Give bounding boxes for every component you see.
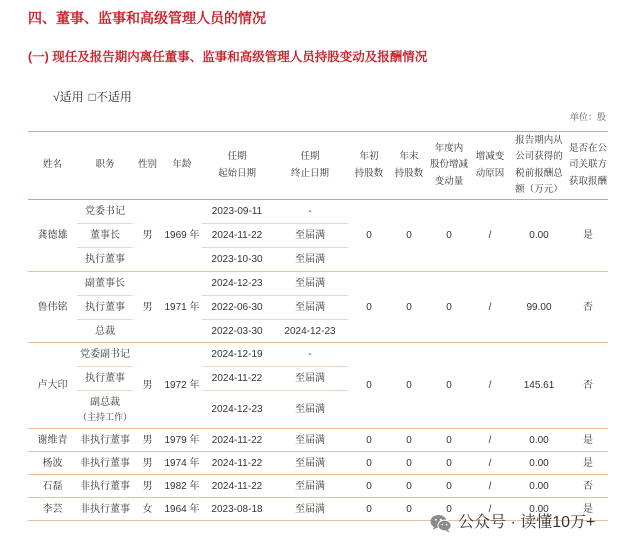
col-header-name: 姓名 (28, 132, 77, 200)
shares-begin: 0 (348, 200, 390, 272)
gender: 男 (133, 429, 162, 452)
position-title: 执行董事 (77, 248, 133, 272)
birth-year: 1979 年 (162, 429, 202, 452)
term-end-date: 至届满 (272, 296, 348, 320)
change-reason: / (470, 343, 510, 429)
term-end-date: 至届满 (272, 498, 348, 521)
pretax-pay: 0.00 (510, 452, 568, 475)
term-start-date: 2023-08-18 (202, 498, 272, 521)
shares-end: 0 (390, 498, 428, 521)
term-end-date: - (272, 200, 348, 224)
shares-change: 0 (428, 498, 470, 521)
term-start-date: 2024-11-22 (202, 367, 272, 391)
term-start-date: 2024-11-22 (202, 452, 272, 475)
col-header-related-party-pay: 是否在公 司关联方 获取报酬 (568, 132, 608, 200)
term-end-date: 至届满 (272, 248, 348, 272)
subsection-title: (一) 现任及报告期内离任董事、监事和高级管理人员持股变动及报酬情况 (28, 50, 428, 64)
birth-year: 1971 年 (162, 272, 202, 343)
shares-change: 0 (428, 429, 470, 452)
related-party-pay: 否 (568, 272, 608, 343)
position-title: 董事长 (77, 224, 133, 248)
position-title: 执行董事 (77, 367, 133, 391)
shares-begin: 0 (348, 429, 390, 452)
table-row (28, 429, 608, 452)
shares-begin: 0 (348, 272, 390, 343)
shares-end: 0 (390, 343, 428, 429)
term-end-date: 至届满 (272, 429, 348, 452)
table-header-row (28, 132, 608, 200)
director-name: 卢大印 (28, 343, 77, 429)
birth-year: 1974 年 (162, 452, 202, 475)
term-end-date: 至届满 (272, 272, 348, 296)
change-reason: / (470, 272, 510, 343)
unit-label: 单位：股 (569, 112, 606, 122)
term-end-date: 2024-12-23 (272, 320, 348, 343)
gender: 男 (133, 200, 162, 272)
term-start-date: 2024-12-23 (202, 272, 272, 296)
shares-change: 0 (428, 475, 470, 498)
position-title: 非执行董事 (77, 498, 133, 521)
col-header-gender: 性别 (133, 132, 162, 200)
shares-end: 0 (390, 272, 428, 343)
position-title: 总裁 (77, 320, 133, 343)
term-end-date: 至届满 (272, 224, 348, 248)
director-name: 谢维青 (28, 429, 77, 452)
col-header-shares-end: 年末 持股数 (390, 132, 428, 200)
related-party-pay: 否 (568, 475, 608, 498)
position-title: 党委副书记 (77, 343, 133, 367)
position-title-note: （主持工作） (77, 411, 132, 422)
position-title: 非执行董事 (77, 429, 133, 452)
shares-end: 0 (390, 429, 428, 452)
position-title: 党委书记 (77, 200, 133, 224)
position-title: 非执行董事 (77, 452, 133, 475)
position-title-text: 副总裁 (90, 396, 120, 408)
col-header-term-start: 任期 起始日期 (202, 132, 272, 200)
term-end-date: 至届满 (272, 475, 348, 498)
col-header-change-reason: 增减变 动原因 (470, 132, 510, 200)
pretax-pay: 0.00 (510, 475, 568, 498)
shares-change: 0 (428, 452, 470, 475)
col-header-age: 年龄 (162, 132, 202, 200)
shares-change: 0 (428, 272, 470, 343)
shares-begin: 0 (348, 498, 390, 521)
term-end-date: 至届满 (272, 367, 348, 391)
shares-end: 0 (390, 200, 428, 272)
position-title: 副董事长 (77, 272, 133, 296)
director-name: 龚德雄 (28, 200, 77, 272)
related-party-pay: 是 (568, 429, 608, 452)
term-start-date: 2023-09-11 (202, 200, 272, 224)
director-name: 杨波 (28, 452, 77, 475)
pretax-pay: 0.00 (510, 429, 568, 452)
col-header-pretax-pay: 报告期内从 公司获得的 税前报酬总 额（万元） (510, 132, 568, 200)
birth-year: 1972 年 (162, 343, 202, 429)
pretax-pay: 0.00 (510, 498, 568, 521)
term-start-date: 2024-11-22 (202, 429, 272, 452)
table-row (28, 475, 608, 498)
col-header-shares-change: 年度内 股份增减 变动量 (428, 132, 470, 200)
pretax-pay: 145.61 (510, 343, 568, 429)
shares-end: 0 (390, 475, 428, 498)
related-party-pay: 是 (568, 498, 608, 521)
related-party-pay: 否 (568, 343, 608, 429)
term-start-date: 2022-06-30 (202, 296, 272, 320)
watermark-text: 公众号 · 读懂10万+ (458, 514, 596, 531)
term-end-date: - (272, 343, 348, 367)
term-end-date: 至届满 (272, 452, 348, 475)
wechat-icon (430, 514, 452, 533)
change-reason: / (470, 475, 510, 498)
director-name: 鲁伟铭 (28, 272, 77, 343)
change-reason: / (470, 452, 510, 475)
gender: 女 (133, 498, 162, 521)
applicability-options (53, 89, 132, 105)
term-start-date: 2024-12-19 (202, 343, 272, 367)
director-name: 李芸 (28, 498, 77, 521)
shares-begin: 0 (348, 475, 390, 498)
term-end-date: 至届满 (272, 391, 348, 429)
col-header-position: 职务 (77, 132, 133, 200)
pretax-pay: 0.00 (510, 200, 568, 272)
birth-year: 1964 年 (162, 498, 202, 521)
applicable-label: 适用 (59, 90, 84, 104)
shares-end: 0 (390, 452, 428, 475)
shares-change: 0 (428, 343, 470, 429)
change-reason: / (470, 429, 510, 452)
birth-year: 1982 年 (162, 475, 202, 498)
gender: 男 (133, 452, 162, 475)
term-start-date: 2024-12-23 (202, 391, 272, 429)
term-start-date: 2024-11-22 (202, 224, 272, 248)
shares-begin: 0 (348, 452, 390, 475)
not-applicable-box-mark: □ (88, 90, 96, 104)
table-row (28, 343, 608, 367)
watermark (430, 512, 595, 534)
col-header-term-end: 任期 终止日期 (272, 132, 348, 200)
shares-begin: 0 (348, 343, 390, 429)
table-row (28, 452, 608, 475)
shares-change: 0 (428, 200, 470, 272)
position-title (77, 391, 133, 429)
col-header-shares-begin: 年初 持股数 (348, 132, 390, 200)
term-start-date: 2024-11-22 (202, 475, 272, 498)
applicable-check-mark: √ (53, 90, 60, 104)
section-title: 四、董事、监事和高级管理人员的情况 (28, 10, 266, 26)
change-reason: / (470, 200, 510, 272)
birth-year: 1969 年 (162, 200, 202, 272)
change-reason: / (470, 498, 510, 521)
table-row (28, 272, 608, 296)
position-title: 执行董事 (77, 296, 133, 320)
shareholding-compensation-table (28, 131, 608, 521)
position-title: 非执行董事 (77, 475, 133, 498)
gender: 男 (133, 272, 162, 343)
term-start-date: 2023-10-30 (202, 248, 272, 272)
gender: 男 (133, 475, 162, 498)
pretax-pay: 99.00 (510, 272, 568, 343)
term-start-date: 2022-03-30 (202, 320, 272, 343)
director-name: 石磊 (28, 475, 77, 498)
table-row (28, 200, 608, 224)
gender: 男 (133, 343, 162, 429)
not-applicable-label: 不适用 (95, 90, 132, 104)
related-party-pay: 是 (568, 452, 608, 475)
related-party-pay: 是 (568, 200, 608, 272)
